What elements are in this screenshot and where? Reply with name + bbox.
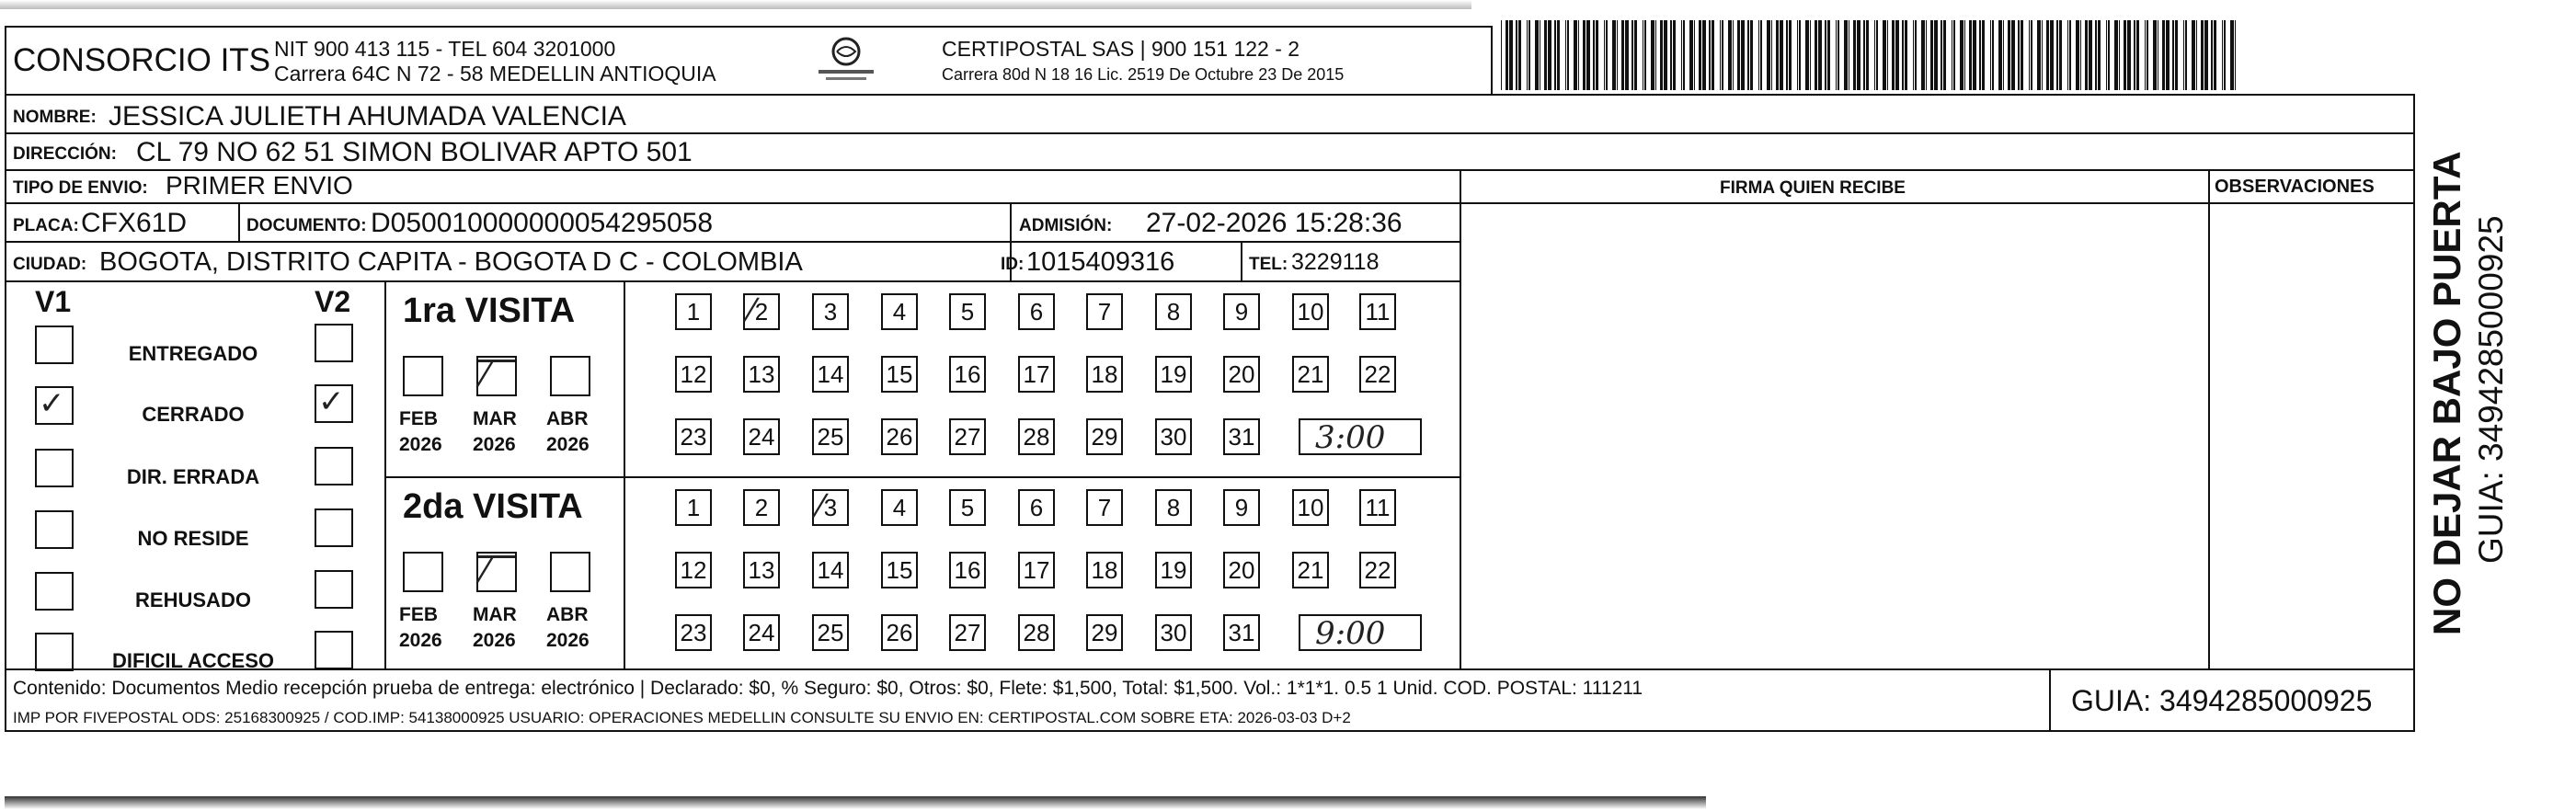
day-box[interactable] xyxy=(881,356,918,393)
placa-value: CFX61D xyxy=(81,208,188,238)
day-number: 17 xyxy=(1023,360,1050,388)
time-box[interactable] xyxy=(1299,614,1422,651)
day-box[interactable] xyxy=(675,614,712,651)
month-label: ABR xyxy=(546,604,589,625)
day-number: 27 xyxy=(954,618,981,646)
day-number: 13 xyxy=(748,555,775,584)
day-box[interactable] xyxy=(1086,418,1123,455)
day-box[interactable] xyxy=(1018,293,1055,330)
day-number: 19 xyxy=(1160,360,1187,388)
day-number: 10 xyxy=(1297,493,1324,521)
day-number: 16 xyxy=(954,360,981,388)
tipo-envio-label: TIPO DE ENVIO: xyxy=(13,178,148,198)
day-number: 21 xyxy=(1297,555,1324,584)
day-box[interactable] xyxy=(1223,614,1260,651)
day-number: 6 xyxy=(1029,297,1044,326)
handwritten-time: 9:00 xyxy=(1315,615,1386,652)
day-box[interactable] xyxy=(881,293,918,330)
nombre-label: NOMBRE: xyxy=(13,108,97,127)
ciudad-label: CIUDAD: xyxy=(13,255,87,274)
day-box[interactable] xyxy=(949,293,986,330)
slash-mark-icon: ⁄ xyxy=(749,292,754,329)
day-number: 14 xyxy=(817,360,844,388)
v2-header: V2 xyxy=(315,285,351,318)
day-number: 22 xyxy=(1364,360,1391,388)
day-box[interactable] xyxy=(812,356,849,393)
day-box[interactable] xyxy=(743,418,780,455)
day-box[interactable] xyxy=(881,489,918,526)
day-box[interactable] xyxy=(675,552,712,588)
day-number: 8 xyxy=(1166,493,1181,521)
day-box[interactable] xyxy=(949,489,986,526)
day-box[interactable] xyxy=(812,418,849,455)
documento-label: DOCUMENTO: xyxy=(246,216,367,235)
year-label: 2026 xyxy=(546,630,590,651)
status-label: DIR. ERRADA xyxy=(126,465,260,488)
day-box[interactable] xyxy=(949,552,986,588)
footer-line-2: IMP POR FIVEPOSTAL ODS: 25168300925 / COD.IMP: 54138000925 USUARIO: OPERACIONES MEDELLIN CONSULTE SU ENVIO EN: CERTIPOSTAL.COM SOBRE ETA: 2026-03-03 D+2 xyxy=(13,709,1351,726)
month-checkbox[interactable] xyxy=(476,552,517,592)
placa-label: PLACA: xyxy=(13,216,79,235)
side-notice: NO DEJAR BAJO PUERTA xyxy=(2425,151,2468,635)
status-label: REHUSADO xyxy=(135,588,251,611)
direccion-label: DIRECCIÓN: xyxy=(13,144,117,164)
slash-mark-icon: ⁄ xyxy=(482,553,488,590)
day-number: 26 xyxy=(886,422,913,451)
day-box[interactable] xyxy=(1018,614,1055,651)
day-number: 30 xyxy=(1160,618,1187,646)
day-number: 26 xyxy=(886,618,913,646)
side-guia: GUIA: 3494285000925 xyxy=(2472,215,2510,564)
month-label: MAR xyxy=(473,408,517,429)
day-box[interactable] xyxy=(1223,293,1260,330)
status-label: ENTREGADO xyxy=(128,342,258,365)
day-number: 12 xyxy=(680,555,707,584)
admision-label: ADMISIÓN: xyxy=(1019,216,1113,235)
day-box[interactable] xyxy=(1086,293,1123,330)
day-number: 11 xyxy=(1365,297,1391,326)
nit-line: NIT 900 413 115 - TEL 604 3201000 xyxy=(274,37,616,61)
day-box[interactable] xyxy=(1223,356,1260,393)
year-label: 2026 xyxy=(473,630,516,651)
day-box[interactable] xyxy=(1155,614,1192,651)
year-label: 2026 xyxy=(399,434,442,455)
admision-value: 27-02-2026 15:28:36 xyxy=(1146,208,1402,238)
day-number: 18 xyxy=(1091,555,1118,584)
day-number: 18 xyxy=(1091,360,1118,388)
direccion-value: CL 79 NO 62 51 SIMON BOLIVAR APTO 501 xyxy=(136,137,693,167)
day-box[interactable] xyxy=(812,614,849,651)
month-label: FEB xyxy=(399,604,438,625)
day-number: 13 xyxy=(748,360,775,388)
month-label: MAR xyxy=(473,604,517,625)
slash-mark-icon: ⁄ xyxy=(818,488,823,525)
day-box[interactable] xyxy=(743,293,780,330)
day-number: 25 xyxy=(817,618,844,646)
nombre-value: JESSICA JULIETH AHUMADA VALENCIA xyxy=(109,101,626,131)
day-number: 28 xyxy=(1023,422,1050,451)
status-label: CERRADO xyxy=(142,403,245,426)
day-number: 8 xyxy=(1166,297,1181,326)
day-number: 19 xyxy=(1160,555,1187,584)
certipostal-line: CERTIPOSTAL SAS | 900 151 122 - 2 xyxy=(942,37,1300,61)
day-number: 2 xyxy=(754,493,769,521)
month-label: ABR xyxy=(546,408,589,429)
day-box[interactable] xyxy=(743,614,780,651)
day-box[interactable] xyxy=(1155,356,1192,393)
day-box[interactable] xyxy=(675,489,712,526)
visit-title: 1ra VISITA xyxy=(403,291,576,330)
day-number: 1 xyxy=(686,297,701,326)
day-number: 7 xyxy=(1097,297,1112,326)
day-number: 11 xyxy=(1365,493,1391,521)
day-number: 24 xyxy=(748,618,775,646)
day-number: 12 xyxy=(680,360,707,388)
day-number: 5 xyxy=(960,297,975,326)
check-mark-icon: ✓ xyxy=(318,383,345,420)
v2-checkbox[interactable] xyxy=(315,508,353,547)
day-box[interactable] xyxy=(1223,418,1260,455)
day-box[interactable] xyxy=(743,552,780,588)
day-number: 28 xyxy=(1023,618,1050,646)
day-box[interactable] xyxy=(743,489,780,526)
id-value: 1015409316 xyxy=(1026,247,1175,277)
tel-value: 3229118 xyxy=(1291,249,1380,275)
day-number: 16 xyxy=(954,555,981,584)
day-number: 10 xyxy=(1297,297,1324,326)
day-box[interactable] xyxy=(1018,418,1055,455)
day-box[interactable] xyxy=(881,614,918,651)
day-number: 15 xyxy=(886,555,913,584)
day-number: 6 xyxy=(1029,493,1044,521)
day-box[interactable] xyxy=(881,418,918,455)
visit-title: 2da VISITA xyxy=(403,487,583,526)
id-label: ID: xyxy=(1001,255,1025,274)
day-number: 23 xyxy=(680,618,707,646)
day-box[interactable] xyxy=(1292,293,1329,330)
v1-header: V1 xyxy=(35,285,72,318)
bottom-edge-bar xyxy=(5,796,1706,809)
month-checkbox[interactable] xyxy=(403,552,443,592)
day-box[interactable] xyxy=(881,552,918,588)
day-number: 9 xyxy=(1234,297,1249,326)
day-box[interactable] xyxy=(1359,293,1396,330)
day-box[interactable] xyxy=(1359,489,1396,526)
day-box[interactable] xyxy=(1223,552,1260,588)
tel-label: TEL: xyxy=(1249,255,1288,274)
day-number: 20 xyxy=(1228,555,1255,584)
day-number: 22 xyxy=(1364,555,1391,584)
year-label: 2026 xyxy=(546,434,590,455)
day-box[interactable] xyxy=(1359,552,1396,588)
day-number: 30 xyxy=(1160,422,1187,451)
day-box[interactable] xyxy=(1086,489,1123,526)
day-box[interactable] xyxy=(812,552,849,588)
v2-checkbox[interactable] xyxy=(315,324,353,362)
v2-checkbox[interactable] xyxy=(315,631,353,669)
v2-checkbox[interactable] xyxy=(315,384,353,423)
certipostal-address: Carrera 80d N 18 16 Lic. 2519 De Octubre 23 De 2015 xyxy=(942,65,1345,84)
v2-checkbox[interactable] xyxy=(315,570,353,609)
day-box[interactable] xyxy=(949,614,986,651)
day-number: 17 xyxy=(1023,555,1050,584)
day-box[interactable] xyxy=(949,418,986,455)
day-box[interactable] xyxy=(743,356,780,393)
day-number: 23 xyxy=(680,422,707,451)
day-number: 31 xyxy=(1228,618,1255,646)
year-label: 2026 xyxy=(473,434,516,455)
day-box[interactable] xyxy=(1086,552,1123,588)
day-number: 2 xyxy=(754,297,769,326)
day-number: 3 xyxy=(823,297,838,326)
day-box[interactable] xyxy=(1155,489,1192,526)
day-box[interactable] xyxy=(675,293,712,330)
month-checkbox[interactable] xyxy=(550,356,590,396)
day-box[interactable] xyxy=(812,293,849,330)
v2-checkbox[interactable] xyxy=(315,447,353,485)
barcode xyxy=(1501,20,2237,90)
check-mark-icon: ✓ xyxy=(39,385,65,422)
status-label: DIFICIL ACCESO xyxy=(111,649,274,672)
day-box[interactable] xyxy=(812,489,849,526)
day-number: 5 xyxy=(960,493,975,521)
day-number: 25 xyxy=(817,422,844,451)
day-box[interactable] xyxy=(675,418,712,455)
day-number: 29 xyxy=(1091,422,1118,451)
day-box[interactable] xyxy=(1018,489,1055,526)
day-number: 9 xyxy=(1234,493,1249,521)
certipostal-logo xyxy=(809,35,883,88)
top-edge-bar xyxy=(0,0,1471,9)
footer-line-1: Contenido: Documentos Medio recepción prueba de entrega: electrónico | Declarado: $0, % Seguro: $0, Otros: $0, Flete: $1,500, Total: $1,500. Vol.: 1*1*1. 0.5 1 Unid. COD. POSTAL: 111211 xyxy=(13,678,1643,699)
day-box[interactable] xyxy=(1155,552,1192,588)
ciudad-value: BOGOTA, DISTRITO CAPITA - BOGOTA D C - COLOMBIA xyxy=(99,247,803,277)
day-number: 1 xyxy=(686,493,701,521)
day-box[interactable] xyxy=(1018,356,1055,393)
day-box[interactable] xyxy=(1086,356,1123,393)
day-number: 14 xyxy=(817,555,844,584)
day-box[interactable] xyxy=(675,356,712,393)
day-number: 3 xyxy=(823,493,838,521)
observaciones-header: OBSERVACIONES xyxy=(2215,177,2375,197)
side-notice-wrap xyxy=(2426,124,2518,639)
month-checkbox[interactable] xyxy=(403,356,443,396)
tipo-envio-value: PRIMER ENVIO xyxy=(166,171,353,200)
month-label: FEB xyxy=(399,408,438,429)
month-checkbox[interactable] xyxy=(476,356,517,396)
day-box[interactable] xyxy=(1359,356,1396,393)
day-box[interactable] xyxy=(1292,552,1329,588)
documento-value: D050010000000054295058 xyxy=(371,208,714,238)
day-number: 29 xyxy=(1091,618,1118,646)
day-number: 27 xyxy=(954,422,981,451)
firma-header: FIRMA QUIEN RECIBE xyxy=(1720,178,1906,198)
slash-mark-icon: ⁄ xyxy=(482,357,488,394)
day-number: 24 xyxy=(748,422,775,451)
company-address: Carrera 64C N 72 - 58 MEDELLIN ANTIOQUIA xyxy=(274,62,716,86)
company-name: CONSORCIO ITS xyxy=(13,42,271,78)
day-box[interactable] xyxy=(1155,418,1192,455)
day-number: 21 xyxy=(1297,360,1324,388)
time-box[interactable] xyxy=(1299,418,1422,455)
day-box[interactable] xyxy=(949,356,986,393)
day-box[interactable] xyxy=(1155,293,1192,330)
status-label: NO RESIDE xyxy=(137,527,249,550)
month-checkbox[interactable] xyxy=(550,552,590,592)
handwritten-time: 3:00 xyxy=(1315,419,1386,456)
day-box[interactable] xyxy=(1018,552,1055,588)
day-number: 15 xyxy=(886,360,913,388)
day-box[interactable] xyxy=(1292,356,1329,393)
day-number: 7 xyxy=(1097,493,1112,521)
day-box[interactable] xyxy=(1223,489,1260,526)
day-number: 4 xyxy=(892,493,907,521)
footer-guia: GUIA: 3494285000925 xyxy=(2071,684,2373,717)
day-number: 20 xyxy=(1228,360,1255,388)
day-number: 31 xyxy=(1228,422,1255,451)
day-number: 4 xyxy=(892,297,907,326)
year-label: 2026 xyxy=(399,630,442,651)
day-box[interactable] xyxy=(1292,489,1329,526)
day-box[interactable] xyxy=(1086,614,1123,651)
